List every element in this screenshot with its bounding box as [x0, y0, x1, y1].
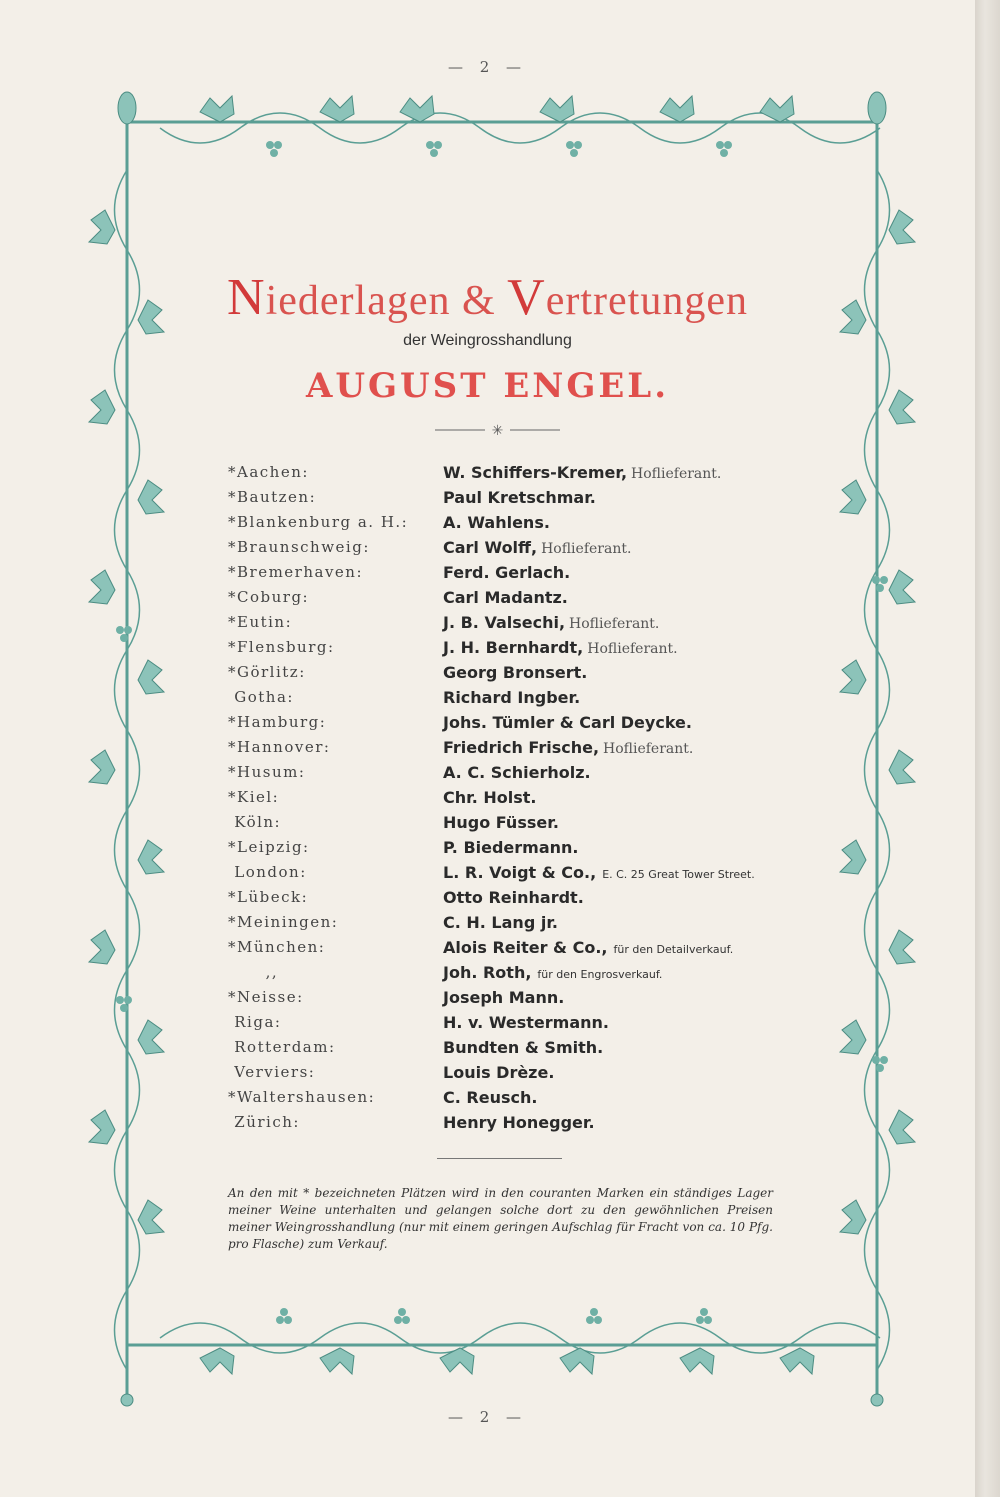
- firm-name: Louis Drèze.: [443, 1063, 555, 1082]
- city-name: *Lübeck:: [228, 888, 309, 906]
- page-number-bottom: — 2 —: [447, 1408, 528, 1426]
- company-name: AUGUST ENGEL.: [305, 366, 670, 406]
- footnote-divider: [437, 1158, 562, 1159]
- city-name: *Kiel:: [228, 788, 280, 806]
- firm-name: Georg Bronsert.: [443, 663, 588, 682]
- firm-entry: [443, 685, 580, 710]
- firm-entry: [443, 785, 537, 810]
- list-item: [228, 535, 808, 560]
- list-item: [228, 810, 808, 835]
- city-name: Rotterdam:: [228, 1038, 336, 1056]
- firm-detail: E. C. 25 Great Tower Street.: [602, 868, 755, 881]
- list-item: [228, 610, 808, 635]
- city-name: *Husum:: [228, 763, 306, 781]
- firm-name: Ferd. Gerlach.: [443, 563, 571, 582]
- list-item: [228, 935, 808, 960]
- firm-name: Henry Honegger.: [443, 1113, 595, 1132]
- firm-entry: [443, 510, 550, 535]
- firm-name: Chr. Holst.: [443, 788, 537, 807]
- title-part-1: iederlagen &: [265, 278, 508, 324]
- list-item: [228, 460, 808, 485]
- firm-entry: [443, 1035, 603, 1060]
- firm-entry: [443, 1085, 537, 1110]
- firm-entry: [443, 810, 559, 835]
- left-finial: [118, 92, 136, 124]
- firm-name: Alois Reiter & Co.,: [443, 938, 608, 957]
- list-item: [228, 885, 808, 910]
- divider-ornament: [435, 420, 560, 440]
- city-name: *Hannover:: [228, 738, 331, 756]
- city-name: *Hamburg:: [228, 713, 327, 731]
- firm-entry: [443, 935, 733, 962]
- firm-name: C. H. Lang jr.: [443, 913, 559, 932]
- city-name: Gotha:: [228, 688, 294, 706]
- footnote: An den mit * bezeichneten Plätzen wird in den couranten Marken ein ständiges Lager meiner Weine unterhalten und gelangen solche dort zu den gewöhnlichen Preisen meiner Weingrosshandlung (nur mit einem geringen Aufschlag für Fracht von ca. 10 Pfg. pro Flasche) zum Verkauf.: [228, 1186, 773, 1251]
- city-name: Riga:: [228, 1013, 282, 1031]
- firm-name: Otto Reinhardt.: [443, 888, 584, 907]
- city-name: *Braunschweig:: [228, 538, 370, 556]
- firm-note: Hoflieferant.: [587, 641, 678, 657]
- list-item: [228, 910, 808, 935]
- firm-entry: [443, 535, 631, 562]
- city-name: *Coburg:: [228, 588, 310, 606]
- list-item: [228, 1035, 808, 1060]
- firm-name: C. Reusch.: [443, 1088, 538, 1107]
- firm-detail: für den Detailverkauf.: [613, 943, 734, 956]
- firm-entry: [443, 760, 591, 785]
- city-name: *Görlitz:: [228, 663, 306, 681]
- firm-entry: [443, 735, 693, 762]
- list-item: [228, 485, 808, 510]
- list-item: [228, 1060, 808, 1085]
- city-name: *Neisse:: [228, 988, 304, 1006]
- firm-entry: [443, 1010, 609, 1035]
- city-name: *Leipzig:: [228, 838, 310, 856]
- list-item: [228, 1085, 808, 1110]
- list-item: [228, 760, 808, 785]
- firm-entry: [443, 860, 755, 887]
- firm-name: Richard Ingber.: [443, 688, 581, 707]
- list-item: [228, 985, 808, 1010]
- firm-name: Carl Madantz.: [443, 588, 568, 607]
- firm-name: J. B. Valsechi,: [443, 613, 566, 632]
- firm-entry: [443, 610, 659, 637]
- list-item: [228, 510, 808, 535]
- city-name: Köln:: [228, 813, 282, 831]
- list-item: [228, 685, 808, 710]
- firm-entry: [443, 660, 587, 685]
- firm-entry: [443, 635, 678, 662]
- firm-entry: [443, 485, 596, 510]
- city-name: *Aachen:: [228, 463, 309, 481]
- page-edge: [975, 0, 1000, 1497]
- list-item: [228, 1010, 808, 1035]
- page-number-top: — 2 —: [447, 58, 528, 76]
- title-part-2: ertretungen: [545, 278, 748, 324]
- city-name: *Meiningen:: [228, 913, 339, 931]
- firm-entry: [443, 960, 662, 987]
- firm-name: L. R. Voigt & Co.,: [443, 863, 597, 882]
- list-item: [228, 635, 808, 660]
- city-name: *München:: [228, 938, 326, 956]
- firm-name: Joh. Roth,: [443, 963, 532, 982]
- city-name: *Waltershausen:: [228, 1088, 376, 1106]
- firm-name: Joseph Mann.: [443, 988, 565, 1007]
- list-item: [228, 785, 808, 810]
- title-initial-n: N: [227, 269, 266, 326]
- firm-name: W. Schiffers-Kremer,: [443, 463, 628, 482]
- city-name: *Flensburg:: [228, 638, 335, 656]
- firm-note: Hoflieferant.: [631, 466, 722, 482]
- firm-entry: [443, 885, 584, 910]
- list-item: [228, 960, 808, 985]
- firm-entry: [443, 560, 570, 585]
- firm-detail: für den Engrosverkauf.: [537, 968, 663, 981]
- firm-name: Carl Wolff,: [443, 538, 538, 557]
- title-initial-v: V: [507, 269, 546, 326]
- firm-entry: [443, 1060, 554, 1085]
- city-name: *Eutin:: [228, 613, 293, 631]
- subtitle: der Weingrosshandlung: [403, 332, 572, 349]
- city-name: *Blankenburg a. H.:: [228, 513, 409, 531]
- firm-name: H. v. Westermann.: [443, 1013, 609, 1032]
- firm-entry: [443, 1110, 595, 1135]
- city-name: *Bautzen:: [228, 488, 317, 506]
- list-item: [228, 735, 808, 760]
- list-item: [228, 585, 808, 610]
- list-item: [228, 660, 808, 685]
- list-item: [228, 835, 808, 860]
- firm-name: A. C. Schierholz.: [443, 763, 591, 782]
- firm-entry: [443, 910, 558, 935]
- firm-note: Hoflieferant.: [541, 541, 632, 557]
- firm-name: Bundten & Smith.: [443, 1038, 604, 1057]
- right-finial: [868, 92, 886, 124]
- svg-text:✳: ✳: [491, 423, 504, 439]
- firm-name: Johs. Tümler & Carl Deycke.: [443, 713, 692, 732]
- firm-entry: [443, 835, 579, 860]
- firm-entry: [443, 585, 568, 610]
- firm-note: Hoflieferant.: [569, 616, 660, 632]
- city-name: *Bremerhaven:: [228, 563, 364, 581]
- agency-list: [228, 460, 808, 1135]
- firm-note: Hoflieferant.: [603, 741, 694, 757]
- list-item: [228, 710, 808, 735]
- city-name: ,,: [228, 963, 279, 981]
- firm-name: Friedrich Frische,: [443, 738, 600, 757]
- list-item: [228, 1110, 808, 1135]
- list-item: [228, 560, 808, 585]
- firm-name: Hugo Füsser.: [443, 813, 559, 832]
- firm-entry: [443, 710, 692, 735]
- firm-entry: [443, 985, 564, 1010]
- city-name: Zürich:: [228, 1113, 300, 1131]
- list-item: [228, 860, 808, 885]
- firm-name: P. Biedermann.: [443, 838, 579, 857]
- city-name: London:: [228, 863, 307, 881]
- page-title: [0, 268, 975, 327]
- firm-name: A. Wahlens.: [443, 513, 550, 532]
- firm-entry: [443, 460, 721, 487]
- firm-name: J. H. Bernhardt,: [443, 638, 584, 657]
- firm-name: Paul Kretschmar.: [443, 488, 596, 507]
- city-name: Verviers:: [228, 1063, 316, 1081]
